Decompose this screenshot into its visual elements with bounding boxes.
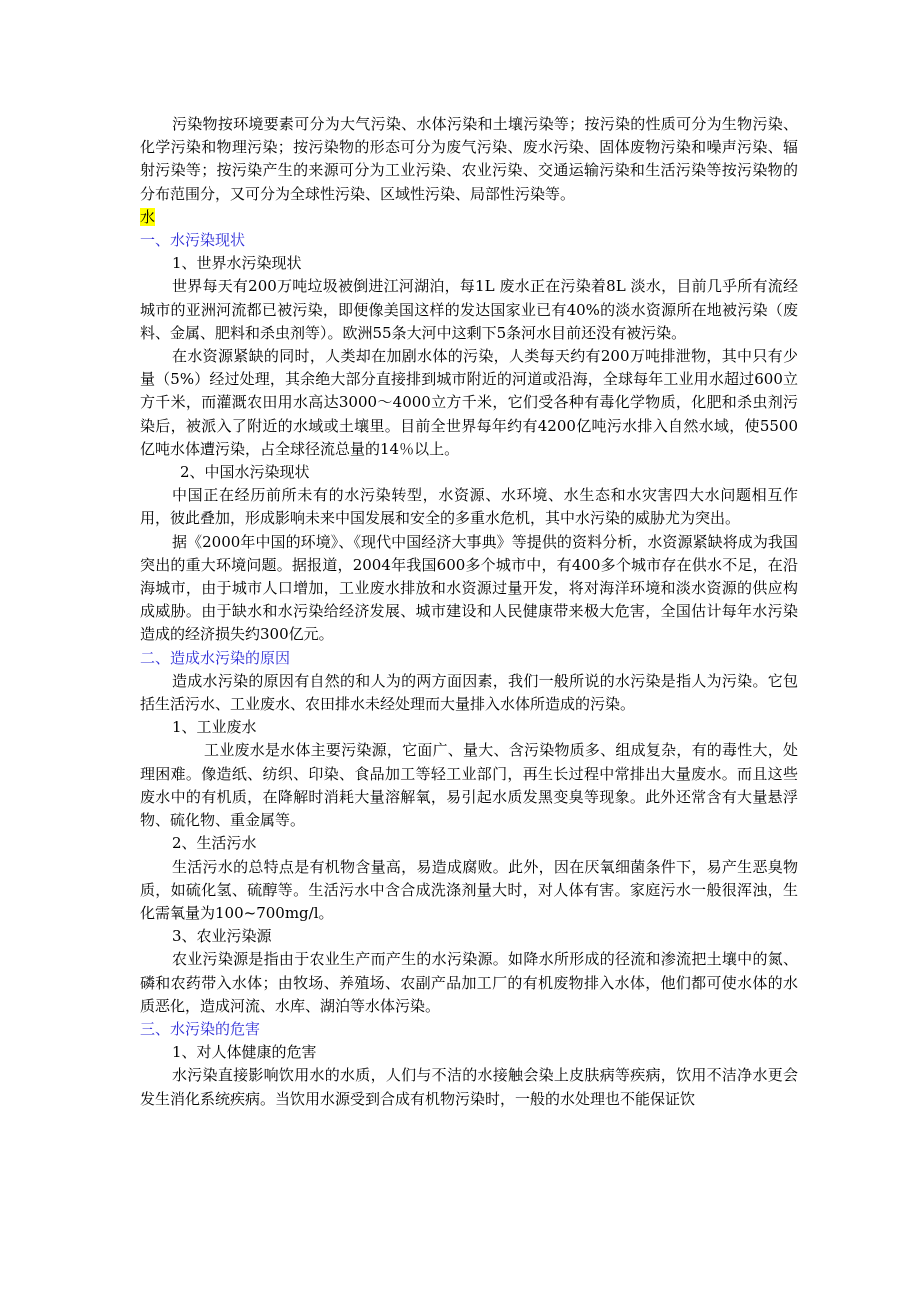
paragraph-agricultural: 农业污染源是指由于农业生产而产生的水污染源。如降水所形成的径流和渗流把土壤中的氮、磷和农药带入水体；由牧场、养殖场、农副产品加工厂的有机废物排入水体，他们都可使水体的水质恶化，造成河流、水库、湖泊等水体污染。: [140, 950, 798, 1015]
topic-highlight: 水: [140, 207, 156, 226]
paragraph-industrial: 工业废水是水体主要污染源，它面广、量大、含污染物质多、组成复杂，有的毒性大，处理困难。像造纸、纺织、印染、食品加工等轻工业部门，再生长过程中常排出大量废水。而且这些废水中的有机质，在降解时消耗大量溶解氧，易引起水质发黑变臭等现象。此外还常含有大量悬浮物、硫化物、重金属等。: [140, 741, 798, 830]
section-heading-1: 一、水污染现状: [140, 231, 246, 250]
paragraph-health: 水污染直接影响饮用水的水质，人们与不洁的水接触会染上皮肤病等疾病，饮用不洁净水更会发生消化系统疾病。当饮用水源受到合成有机物污染时，一般的水处理也不能保证饮: [140, 1066, 798, 1108]
paragraph-domestic: 生活污水的总特点是有机物含量高，易造成腐败。此外，因在厌氧细菌条件下，易产生恶臭物质，如硫化氢、硫醇等。生活污水中含合成洗涤剂量大时，对人体有害。家庭污水一般很浑浊，生化需氧量为100~700mg/l。: [140, 857, 798, 922]
subheading-world-status: 1、世界水污染现状: [172, 254, 302, 273]
subheading-china-status: 2、中国水污染现状: [180, 463, 310, 482]
document-page: [140, 113, 798, 1111]
paragraph-china-1: 中国正在经历前所未有的水污染转型，水资源、水环境、水生态和水灾害四大水问题相互作用，彼此叠加，形成影响未来中国发展和安全的多重水危机，其中水污染的威胁尤为突出。: [140, 486, 798, 528]
paragraph-world-2: 在水资源紧缺的同时，人类却在加剧水体的污染，人类每天约有200万吨排泄物，其中只有少量（5%）经过处理，其余绝大部分直接排到城市附近的河道或沿海，全球每年工业用水超过600立方千米，而灌溉农田用水高达3000～4000立方千米，它们受各种有毒化学物质，化肥和杀虫剂污染后，被派入了附近的水域或土壤里。目前全世界每年约有4200亿吨污水排入自然水域，使5500亿吨水体遭污染，占全球径流总量的14％以上。: [140, 347, 798, 458]
topic-label: [140, 206, 798, 229]
subheading-domestic: 2、生活污水: [172, 834, 257, 853]
paragraph-china-2: 据《2000年中国的环境》、《现代中国经济大事典》等提供的资料分析，水资源紧缺将成为我国突出的重大环境问题。据报道，2004年我国600多个城市中，有400多个城市存在供水不足，在沿海城市，由于城市人口增加，工业废水排放和水资源过量开发，将对海洋环境和淡水资源的供应构成威胁。由于缺水和水污染给经济发展、城市建设和人民健康带来极大危害，全国估计每年水污染造成的经济损失约300亿元。: [140, 532, 798, 644]
subheading-health: 1、对人体健康的危害: [172, 1043, 317, 1062]
paragraph-causes: 造成水污染的原因有自然的和人为的两方面因素，我们一般所说的水污染是指人为污染。它包括生活污水、工业废水、农田排水未经处理而大量排入水体所造成的污染。: [140, 671, 798, 714]
intro-paragraph: 污染物按环境要素可分为大气污染、水体污染和土壤污染等；按污染的性质可分为生物污染、化学污染和物理污染；按污染物的形态可分为废气污染、废水污染、固体废物污染和噪声污染、辐射污染等；按污染产生的来源可分为工业污染、农业污染、交通运输污染和生活污染等按污染物的分布范围分，又可分为全球性污染、区域性污染、局部性污染等。: [140, 115, 798, 203]
paragraph-world-1: 世界每天有200万吨垃圾被倒进江河湖泊，每1L 废水正在污染着8L 淡水，目前几乎所有流经城市的亚洲河流都已被污染，即便像美国这样的发达国家业已有40%的淡水资源所在地被污染（废料、金属、肥料和杀虫剂等）。欧洲55条大河中这剩下5条河水目前还没有被污染。: [140, 277, 798, 342]
subheading-industrial: 1、工业废水: [172, 718, 257, 737]
section-heading-2: 二、造成水污染的原因: [140, 648, 291, 667]
section-heading-3: 三、水污染的危害: [140, 1019, 261, 1038]
subheading-agricultural: 3、农业污染源: [172, 927, 272, 946]
